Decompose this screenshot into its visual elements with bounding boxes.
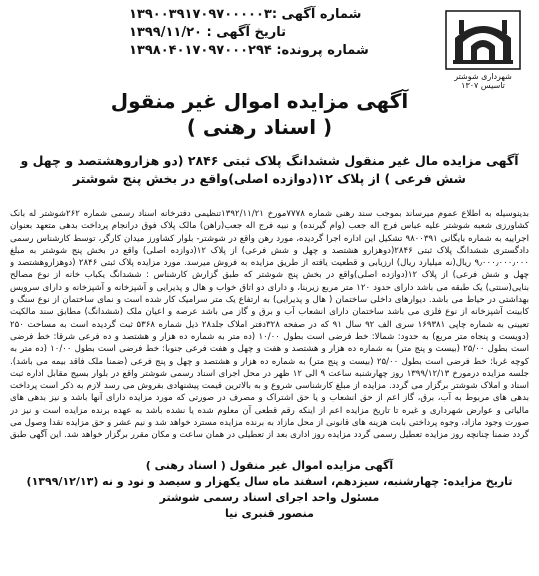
notice-body: بدینوسیله به اطلاع عموم میرساند بموجب سند رهنی شماره ۷۷۷۸مورخ ۱۳۹۲/۱۱/۲۱تنظیمی دفترخانه اسناد رسمی شماره ۲۶۲شوشتر له بانک کشاورزی شعبه شوشتر علیه عباس فرج اله جعب (وام گیرنده) و نبیه فرج اله جعب(راهن) مالک پلاک فوق درانجام پرداخت بدهی متعهد بعنوان اجراییه به شماره بایگانی ۹۸۰۰۳۹۱ تشکیل این اداره اجرا گردیده، مورد رهن واقع در شوشتر- بلوار کشاورز میدان کارگر، توسط کارشناس رسمی دادگستری ششدانگ پلاک ثبتی ۲۸۴۶(دوهزارو هشتصد و چهل و شش فرعی) از پلاک ۱۲(دوازده اصلی) واقع در بخش پنج شوشتر به مبلغ ۹٫۰۰۰٫۰۰۰٫۰۰۰ ریال(نه میلیارد ریال) ارزیابی و قطعیت یافته از طریق مزایده به فروش میرسد. مورد مزایده پلاک ثبتی ۲۸۴۶ (دوهزاروهشتصد و چهل و شش فرعی) از پلاک ۱۲(دوازده اصلی)واقع در بخش پنج شوشتر که طبق گزارش کارشناس : ششدانگ یکباب خانه از نوع مصالح بنایی(سنتی) یک طبقه می باشد دارای حدود ۱۲۰ متر مربع زیربنا، و دارای دو اتاق خواب و هال و پذیرایی و آشپزخانه و آشپزخانه و دارای سرویس بهداشتی در حیاط می باشد. دیوارهای داخلی ساختمان ( هال و پذیرایی) به ارتفاع یک متر سرامیک کار شده است و نمای ساختمان از نوع سنگ و کابینت آشپزخانه از نوع فلزی می باشد ساختمان دارای انشعاب آب و برق و گاز می باشد عرصه و اعیان ملک (ششدانگ) مطابق سند مالکیت تعیینی به شماره چاپی ۱۶۹۳۸۱ سری الف ۹۲ سال ۹۱ که در صفحه ۳۲۸دفتر املاک جلد۲۸ ذیل شماره ۵۳۶۸ ثبت گردیده است به مساحت ۲۵۰ (دویست و پنجاه متر مربع) به حدود: شمالا: خط فرضی است بطول ۱۰/۰۰ (ده متر به شماره ده هزار و هشتصد و ده فرعی شرقا: خط فرضی است بطول ۲۵/۰۰ (بیست و پنج متر) به شماره ده هزار و هشتصد و هفت و چهل و هفت فرعی جنوبا: خط فرضی است بطول ۱۰/۰۰ (ده متر به کوچه غربا: خط فرضی است بطول ۲۵/۰۰ (بیست و پنج متر) به شماره ده هزار و هشتصد و چهل و پنج فرعی (ضمنا ملک فاقد بیمه می باشد). جلسه مزایده درمورخ ۱۳۹۹/۱۲/۱۳ روز چهارشنبه ساعت ۹ الی ۱۲ ظهر در محل اجرای اسناد رسمی شوشتر واقع در بلوار بسیج مقابل اداره ثبت اسناد و املاک شوشتر برگزار می گردد. مزایده از مبلغ کارشناسی شروع و به بالاترین قیمت پیشنهادی بفروش می رسد لازم به ذکر است پرداخت بدهی های مربوط به آب، برق، گاز اعم از حق انشعاب و یا حق اشتراک و مصرف در صورتی که مورد مزایده دارای آنها باشد و نیز بدهی های مالیاتی و عوارض شهرداری و غیره تا تاریخ مزایده اعم از اینکه رقم قطعی آن معلوم شده یا نشده باشد به عهده برنده مزایده است و نیز در صورت وجود مازاد، وجوه پرداختی بابت هزینه های قانونی از محل مازاد به برنده مزایده مسترد خواهد شد و نیم عشر و حق مزایده نقدا وصول می گردد ضمنا چنانچه روز مزایده تعطیل رسمی گردد مزایده روز اداری بعد از تعطیلی در همان ساعت و مکان مقرر برگزار خواهد شد. این آگهی طبق: [10, 209, 529, 441]
notice-metadata: [129, 6, 409, 60]
notice-footer: [10, 458, 529, 522]
logo-caption-year: تاسیس ۱۳۰۷: [461, 81, 505, 90]
ad-number: شماره آگهی :۱۳۹۰۰۳۹۱۷۰۹۷۰۰۰۰۰۳: [129, 7, 362, 22]
municipality-emblem-icon: [443, 8, 523, 72]
footer-office: مسئول واحد اجرای اسناد رسمی شوشتر: [159, 491, 380, 504]
municipality-logo: [443, 8, 523, 90]
file-number: شماره پرونده: ۱۳۹۸۰۴۰۱۷۰۹۷۰۰۰۲۹۴: [129, 43, 369, 58]
footer-title: آگهی مزایده اموال غیر منقول ( اسناد رهنی ): [145, 459, 394, 472]
page-title: [90, 88, 429, 140]
footer-auction-date: تاریخ مزایده: چهارشنبه، سیزدهم، اسفند ماه سال یکهزار و سیصد و نود و نه (۱۳۹۹/۱۲/۱۳): [26, 475, 513, 488]
title-line-2: ( اسناد رهنی ): [186, 115, 333, 139]
logo-caption: [443, 72, 523, 90]
ad-date: تاریخ آگهی : ۱۳۹۹/۱۱/۲۰: [129, 25, 287, 40]
notice-subject: آگهی مزایده مال غیر منقول ششدانگ پلاک ثبتی ۲۸۴۶ (دو هزاروهشتصد و چهل و شش فرعی ) از پلاک ۱۲(دوازده اصلی)واقع در بخش پنج شوشتر: [20, 153, 519, 186]
logo-caption-name: شهرداری شوشتر: [454, 72, 512, 81]
footer-signatory: منصور قنبری نیا: [225, 507, 314, 520]
title-line-1: آگهی مزایده اموال غیر منقول: [110, 89, 409, 113]
